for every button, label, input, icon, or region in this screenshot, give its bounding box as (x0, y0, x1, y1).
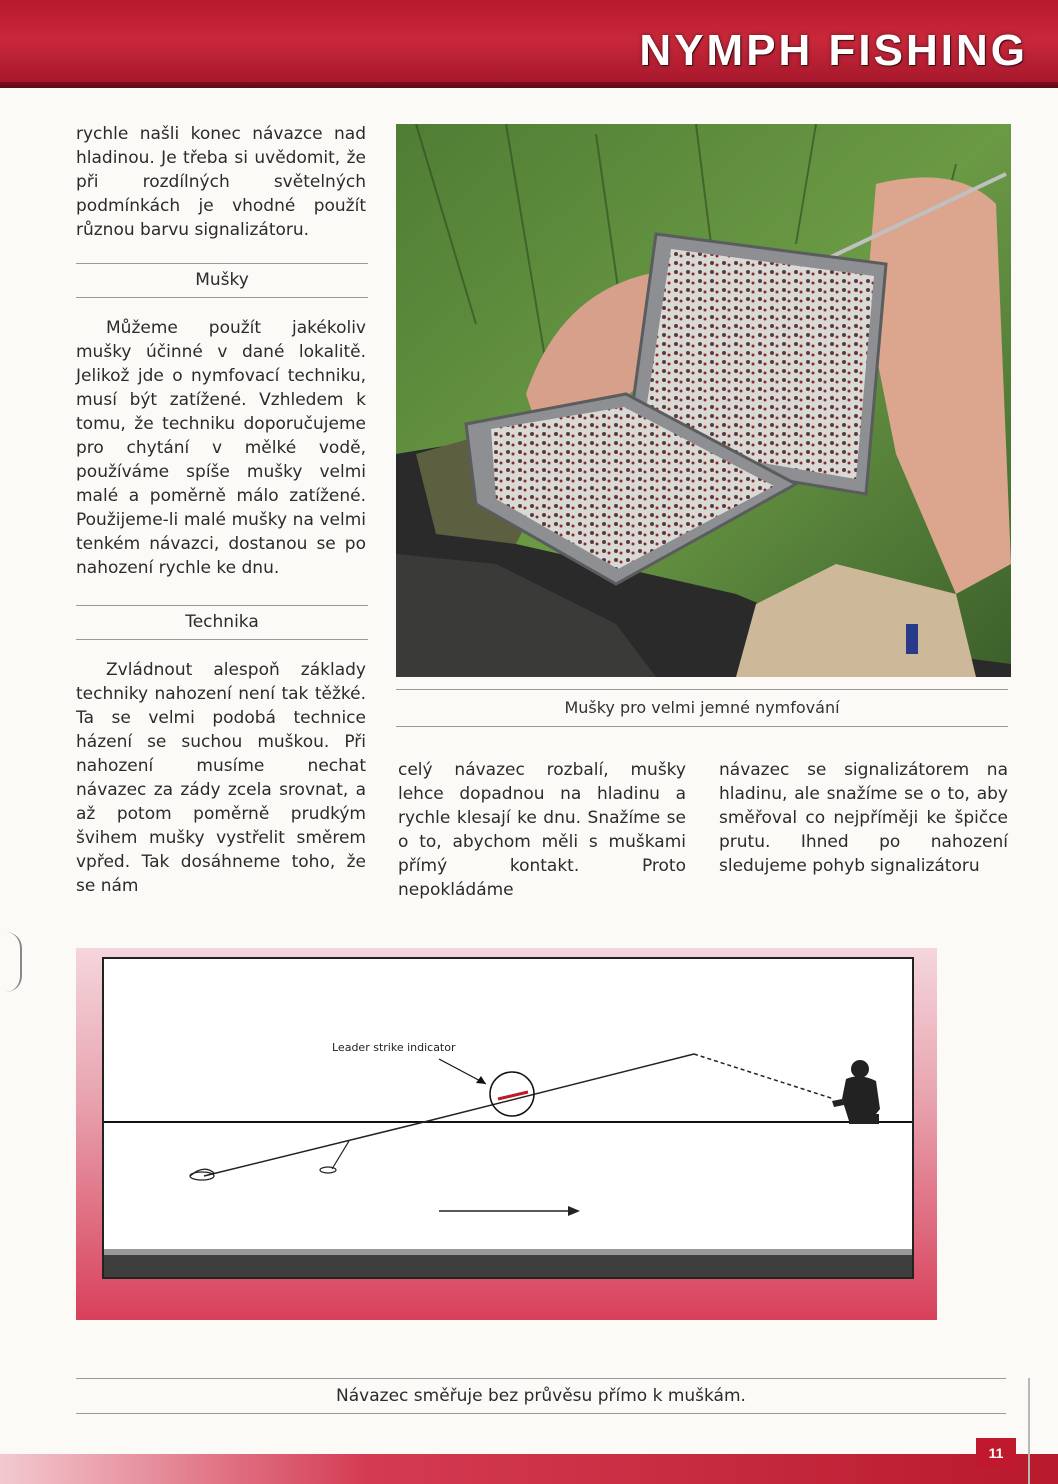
musky-paragraph: Můžeme použít jakékoliv mušky účinné v dané lokalitě. Jelikož jde o nymfovací techniku, musí být zatížené. Vzhledem k tomu, že techniku doporučujeme pro chytání v mělké vodě, používáme spíše mušky velmi malé a poměrně málo zatížené. Použijeme-li malé mušky na velmi tenkém návazci, dostanou se po nahození rychle ke dnu. (76, 318, 366, 578)
page-number: 11 (976, 1438, 1016, 1468)
margin-bracket (6, 932, 22, 992)
page-title: NYMPH FISHING (639, 26, 1028, 75)
rod-line (694, 1054, 834, 1099)
footer-vertical-rule (1028, 1378, 1030, 1484)
intro-paragraph: rychle našli konec návazce nad hladinou. Je třeba si uvědomit, že při rozdílných světelných podmínkách je vhodné použít různou barvu signalizátoru. (76, 124, 366, 240)
dropper-line (332, 1141, 349, 1169)
fly-line (424, 1054, 694, 1122)
leader-strike-indicator-diagram (102, 957, 914, 1279)
right-column-text: návazec se signalizátorem na hladinu, ale snažíme se o to, aby směřoval co nejpříměji ke špičce prutu. Ihned po nahození sledujeme pohyb signalizátoru (719, 760, 1008, 876)
photo-caption: Mušky pro velmi jemné nymfování (396, 689, 1008, 727)
bottom-caption: Návazec směřuje bez průvěsu přímo k muškám. (76, 1378, 1006, 1414)
angler-icon (832, 1060, 880, 1124)
section-heading-technika: Technika (76, 605, 368, 640)
middle-column-text: celý návazec rozbalí, mušky lehce dopadnou na hladinu a rychle klesají ke dnu. Snažíme se o to, abychom měli s muškami přímý kontakt. Proto nepokládáme (398, 760, 686, 900)
diagram-label: Leader strike indicator (332, 1041, 456, 1054)
diagram-svg (104, 959, 912, 1277)
technika-paragraph: Zvládnout alespoň základy techniky nahození není tak těžké. Ta se velmi podobá technice házení se suchou muškou. Při nahození musíme nechat návazec za zády zcela srovnat, a až potom poměrně prudkým švihem mušky vystřelit směrem vpřed. Tak dosáhneme toho, že se nám (76, 660, 366, 896)
leader-line (204, 1122, 424, 1176)
footer-band (0, 1454, 1058, 1484)
indicator-circle (490, 1072, 534, 1116)
fly-box-photo (396, 124, 1011, 677)
section-heading-musky: Mušky (76, 263, 368, 298)
fly-icon-dropper (320, 1167, 336, 1173)
fly-box-illustration (396, 124, 1011, 677)
strike-indicator-mark (498, 1092, 528, 1099)
